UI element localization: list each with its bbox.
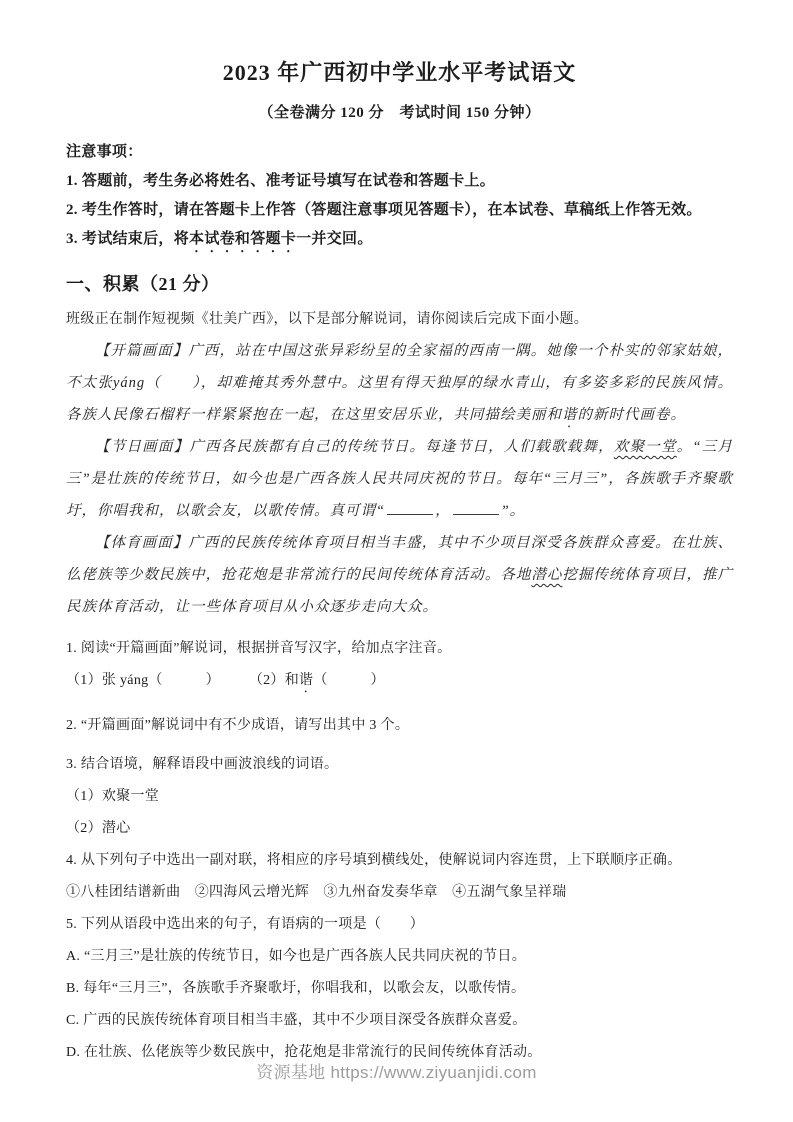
festival-scene-mid: 。“三月三”是壮族的传统节日，如今也是广西各族人民共同庆祝的节日。每年“三月三”，各族歌手齐聚歌圩，你唱我和，以歌会友，以歌传情。真可谓“ (66, 439, 733, 519)
question-4-options: ①八桂团结谱新曲 ②四海风云增光辉 ③九州奋发奏华章 ④五湖气象呈祥瑞 (66, 885, 567, 900)
festival-scene-pre: 【节日画面】广西各民族都有自己的传统节日。每逢节日，人们载歌载舞， (95, 439, 614, 455)
question-3-sub-2: （2）潜心 (66, 821, 131, 836)
question-5: 5. 下列从语段中选出来的句子，有语病的一项是（ ） (66, 917, 425, 932)
watermark-footer: 资源基地 https://www.ziyuanjidi.com (256, 1063, 537, 1082)
notice-item-1: 1. 答题前，考生务必将姓名、准考证号填写在试卷和答题卡上。 (66, 173, 496, 189)
notice-section (66, 142, 733, 256)
questions-section (66, 639, 733, 1062)
fill-in-blank-1 (387, 500, 433, 515)
opening-scene-post: 的新时代画卷。 (577, 407, 686, 423)
question-1-subitems (66, 671, 733, 696)
question-3: 3. 结合语境，解释语段中画波浪线的词语。 (66, 757, 339, 772)
sports-scene-wavy-phrase: 潜心 (531, 567, 563, 583)
question-1-dotted-char: 谐 (299, 673, 314, 688)
notice-heading: 注意事项： (66, 144, 143, 160)
opening-scene-pre: 【开篇画面】广西，站在中国这张异彩纷呈的全家福的西南一隅。她像一个朴实的邻家姑娘，不太张yáng（ ），却难掩其秀外慧中。这里有得天独厚的绿水青山，有多姿多彩的民族风情。各族人民像石榴籽一样紧紧抱在一起，在这里安居乐业，共同描绘美丽和 (66, 343, 733, 423)
paragraph-sports-scene (66, 527, 733, 623)
fill-in-blank-2 (453, 500, 499, 515)
opening-scene-dotted-char: 谐 (562, 407, 578, 423)
notice-item-3-pre: 3. 考试结束后，将 (66, 231, 190, 247)
festival-scene-wavy-phrase: 欢聚一堂 (613, 439, 677, 455)
notice-item-3 (66, 229, 733, 256)
question-1-sub-pre: （1）张 yáng（ ） （2）和 (66, 673, 300, 688)
notice-item-2: 2. 考生作答时，请在答题卡上作答（答题注意事项见答题卡），在本试卷、草稿纸上作答无效。 (66, 202, 702, 218)
question-1: 1. 阅读“开篇画面”解说词，根据拼音写汉字，给加点字注音。 (66, 641, 452, 656)
paper-title: 2023 年广西初中学业水平考试语文 (222, 60, 577, 85)
question-4: 4. 从下列句子中选出一副对联，将相应的序号填到横线处，使解说词内容连贯，上下联顺序正确。 (66, 853, 682, 868)
sports-scene-post: 挖掘传统体育项目，推广民族体育活动，让一些体育项目从小众逐步走向大众。 (66, 567, 734, 615)
paragraph-opening-scene (66, 335, 733, 431)
notice-item-3-post: 一并交回。 (296, 231, 373, 247)
question-5-option-c: C. 广西的民族传统体育项目相当丰盛，其中不少项目深受各族群众喜爱。 (66, 1013, 527, 1028)
narration-paragraphs (66, 335, 733, 623)
question-5-option-a: A. “三月三”是壮族的传统节日，如今也是广西各族人民共同庆祝的节日。 (66, 949, 527, 964)
sports-scene-pre: 【体育画面】广西的民族传统体育项目相当丰盛，其中不少项目深受各族群众喜爱。在壮族、仫佬族等少数民族中，抢花炮是非常流行的民间传统体育活动。各地 (66, 535, 733, 583)
festival-scene-comma: ， (435, 503, 451, 519)
question-1-sub-post: （ ） (313, 673, 385, 688)
section-1-intro: 班级正在制作短视频《壮美广西》，以下是部分解说词，请你阅读后完成下面小题。 (66, 312, 589, 327)
paragraph-festival-scene (66, 431, 733, 527)
paper-subtitle: （全卷满分 120 分 考试时间 150 分钟） (258, 105, 541, 121)
question-5-option-b: B. 每年“三月三”，各族歌手齐聚歌圩，你唱我和，以歌会友，以歌传情。 (66, 981, 526, 996)
festival-scene-end: ”。 (500, 503, 526, 519)
question-2: 2. “开篇画面”解说词中有不少成语，请写出其中 3 个。 (66, 718, 410, 733)
section-1-heading: 一、积累（21 分） (66, 274, 220, 294)
question-5-option-d: D. 在壮族、仫佬族等少数民族中，抢花炮是非常流行的民间传统体育活动。 (66, 1045, 542, 1060)
notice-item-3-emphasized-text: 本试卷和答题卡 (189, 231, 297, 247)
question-3-sub-1: （1）欢聚一堂 (66, 789, 160, 804)
